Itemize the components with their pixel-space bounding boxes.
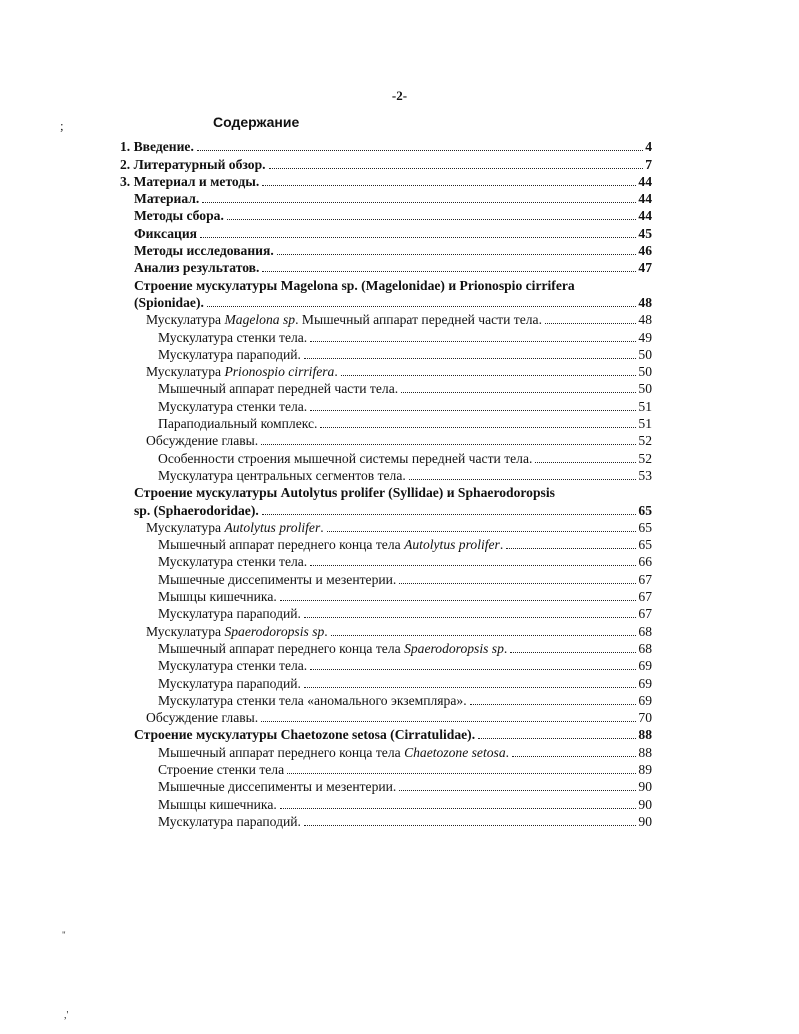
dot-leader <box>304 687 636 688</box>
toc-entry-title: Мускулатура стенки тела. <box>158 329 308 345</box>
toc-entry-title: Мускулатура Spaerodoropsis sp. <box>146 623 328 639</box>
toc-entry <box>120 726 652 743</box>
toc-page-number: 44 <box>638 208 652 224</box>
toc-entry <box>120 778 652 795</box>
toc-entry <box>120 242 652 259</box>
toc-entry-title: Строение мускулатуры Magelona sp. (Magelonidae) и Prionospio cirrifera <box>134 277 575 293</box>
dot-leader <box>262 271 636 272</box>
toc-page-number: 70 <box>638 710 652 726</box>
dot-leader <box>320 427 636 428</box>
dot-leader <box>310 410 636 411</box>
toc-entry-title: Мускулатура Autolytus prolifer. <box>146 519 324 535</box>
toc-entry-title: Мускулатура Magelona sp. Мышечный аппарат передней части тела. <box>146 312 542 328</box>
toc-page-number: 44 <box>638 173 652 189</box>
toc-page-number: 45 <box>638 225 652 241</box>
toc-entry <box>120 570 652 587</box>
dot-leader <box>310 565 636 566</box>
toc-entry <box>120 813 652 830</box>
dot-leader <box>197 150 643 151</box>
toc-page-number: 48 <box>638 312 652 328</box>
toc-entry <box>120 536 652 553</box>
scan-mark: ,' <box>64 1010 69 1021</box>
toc-entry <box>120 657 652 674</box>
toc-page-number: 65 <box>638 537 652 553</box>
toc-page-number: 48 <box>638 294 652 310</box>
toc-page-number: 67 <box>638 571 652 587</box>
toc-entry-title: Методы сбора. <box>134 208 224 224</box>
dot-leader <box>341 375 637 376</box>
toc-entry-title: Мускулатура стенки тела. <box>158 658 308 674</box>
dot-leader <box>262 185 636 186</box>
toc-entry <box>120 138 652 155</box>
toc-entry <box>120 553 652 570</box>
toc-entry <box>120 605 652 622</box>
toc-page-number: 49 <box>638 329 652 345</box>
table-of-contents <box>120 138 652 830</box>
dot-leader <box>310 669 636 670</box>
toc-entry <box>120 743 652 760</box>
toc-entry-title: Мышечный аппарат переднего конца тела Spaerodoropsis sp. <box>158 640 508 656</box>
toc-entry <box>120 173 652 190</box>
toc-page-number: 68 <box>638 623 652 639</box>
toc-entry-title: Мышечный аппарат переднего конца тела Autolytus prolifer. <box>158 537 504 553</box>
toc-page-number: 69 <box>638 675 652 691</box>
dot-leader <box>506 548 636 549</box>
dot-leader <box>401 392 636 393</box>
toc-entry-title-cont: (Spionidae). <box>134 294 204 310</box>
toc-entry-title: Мышечный аппарат передней части тела. <box>158 381 399 397</box>
toc-page-number: 68 <box>638 640 652 656</box>
toc-page-number: 46 <box>638 243 652 259</box>
toc-entry-title: Строение стенки тела <box>158 761 285 777</box>
dot-leader <box>304 825 636 826</box>
toc-entry-title: 2. Литературный обзор. <box>120 156 266 172</box>
dot-leader <box>510 652 636 653</box>
dot-leader <box>310 341 636 342</box>
toc-page-number: 47 <box>638 260 652 276</box>
toc-entry <box>120 415 652 432</box>
toc-entry-title: Мышцы кишечника. <box>158 589 277 605</box>
toc-entry-title: Параподиальный комплекс. <box>158 416 318 432</box>
toc-title: Содержание <box>213 114 300 130</box>
toc-entry-title: Строение мускулатуры Autolytus prolifer (Syllidae) и Sphaerodoropsis <box>134 485 555 501</box>
toc-entry-title: Строение мускулатуры Chaetozone setosa (Cirratulidae). <box>134 727 476 743</box>
toc-page-number: 50 <box>638 381 652 397</box>
toc-page-number: 52 <box>638 433 652 449</box>
dot-leader <box>262 514 637 515</box>
dot-leader <box>399 790 636 791</box>
dot-leader <box>470 704 637 705</box>
toc-page-number: 4 <box>645 139 652 155</box>
dot-leader <box>399 583 636 584</box>
dot-leader <box>331 635 637 636</box>
toc-page-number: 67 <box>638 589 652 605</box>
toc-entry <box>120 311 652 328</box>
toc-entry-title: Методы исследования. <box>134 243 274 259</box>
toc-entry <box>120 519 652 536</box>
dot-leader <box>269 168 644 169</box>
toc-entry-title: Мускулатура стенки тела. <box>158 554 308 570</box>
dot-leader <box>207 306 637 307</box>
dot-leader <box>261 721 636 722</box>
toc-entry-title: Фиксация <box>134 225 198 241</box>
scan-mark: " <box>62 930 66 940</box>
toc-entry-title: Мускулатура центральных сегментов тела. <box>158 467 406 483</box>
page-number: -2- <box>391 88 408 103</box>
toc-entry <box>120 397 652 414</box>
dot-leader <box>280 808 637 809</box>
toc-page-number: 90 <box>638 813 652 829</box>
toc-entry-title: Мускулатура стенки тела «аномального экземпляра». <box>158 692 467 708</box>
toc-page-number: 90 <box>638 779 652 795</box>
dot-leader <box>304 617 636 618</box>
toc-entry-title: Мускулатура параподий. <box>158 606 301 622</box>
toc-entry <box>120 380 652 397</box>
toc-entry-title: Мышечные диссепименты и мезентерии. <box>158 571 397 587</box>
toc-entry <box>120 346 652 363</box>
dot-leader <box>287 773 636 774</box>
toc-page-number: 52 <box>638 450 652 466</box>
dot-leader <box>535 462 636 463</box>
dot-leader <box>327 531 637 532</box>
dot-leader <box>478 738 636 739</box>
dot-leader <box>512 756 636 757</box>
toc-entry-title: Мускулатура параподий. <box>158 675 301 691</box>
toc-entry <box>120 259 652 276</box>
toc-page-number: 44 <box>638 191 652 207</box>
toc-entry <box>120 709 652 726</box>
toc-page-number: 65 <box>638 502 652 518</box>
toc-entry-title: Мышечный аппарат переднего конца тела Chaetozone setosa. <box>158 744 510 760</box>
toc-entry-continuation <box>120 294 652 311</box>
toc-entry-title: Обсуждение главы. <box>146 433 259 449</box>
toc-entry-title: Особенности строения мышечной системы передней части тела. <box>158 450 533 466</box>
toc-entry <box>120 761 652 778</box>
toc-page-number: 65 <box>638 519 652 535</box>
toc-page-number: 66 <box>638 554 652 570</box>
toc-entry <box>120 674 652 691</box>
toc-page-number: 89 <box>638 761 652 777</box>
toc-page-number: 88 <box>638 744 652 760</box>
toc-entry <box>120 588 652 605</box>
toc-page-number: 51 <box>638 398 652 414</box>
toc-entry <box>120 449 652 466</box>
dot-leader <box>277 254 637 255</box>
toc-entry <box>120 190 652 207</box>
toc-entry <box>120 432 652 449</box>
toc-entry <box>120 224 652 241</box>
toc-page-number: 50 <box>638 364 652 380</box>
toc-entry-title: Мускулатура параподий. <box>158 813 301 829</box>
toc-page-number: 69 <box>638 658 652 674</box>
toc-page-number: 69 <box>638 692 652 708</box>
toc-entry-title-cont: sp. (Sphaerodoridae). <box>134 502 259 518</box>
toc-entry <box>120 155 652 172</box>
dot-leader <box>227 219 637 220</box>
dot-leader <box>200 237 636 238</box>
toc-entry <box>120 328 652 345</box>
toc-entry-title: Обсуждение главы. <box>146 710 259 726</box>
dot-leader <box>545 323 636 324</box>
toc-entry <box>120 622 652 639</box>
toc-entry <box>120 207 652 224</box>
toc-entry <box>120 795 652 812</box>
toc-page-number: 90 <box>638 796 652 812</box>
toc-page-number: 88 <box>638 727 652 743</box>
toc-page-number: 51 <box>638 416 652 432</box>
toc-entry <box>120 484 652 501</box>
toc-entry <box>120 640 652 657</box>
toc-entry-title: 1. Введение. <box>120 139 194 155</box>
dot-leader <box>304 358 636 359</box>
toc-entry <box>120 276 652 293</box>
toc-entry-title: Мускулатура Prionospio cirrifera. <box>146 364 338 380</box>
dot-leader <box>202 202 636 203</box>
scan-mark: ; <box>60 118 64 133</box>
toc-entry-title: Мускулатура стенки тела. <box>158 398 308 414</box>
dot-leader <box>280 600 637 601</box>
toc-entry-title: Мускулатура параподий. <box>158 346 301 362</box>
toc-entry <box>120 363 652 380</box>
dot-leader <box>409 479 637 480</box>
toc-entry-title: 3. Материал и методы. <box>120 173 260 189</box>
toc-entry <box>120 692 652 709</box>
toc-entry <box>120 467 652 484</box>
toc-entry-title: Анализ результатов. <box>134 260 260 276</box>
dot-leader <box>261 444 636 445</box>
toc-entry-title: Мышцы кишечника. <box>158 796 277 812</box>
toc-page-number: 67 <box>638 606 652 622</box>
toc-entry-continuation <box>120 501 652 518</box>
toc-entry-title: Материал. <box>134 191 200 207</box>
toc-page-number: 50 <box>638 346 652 362</box>
toc-page-number: 53 <box>638 467 652 483</box>
toc-page-number: 7 <box>645 156 652 172</box>
toc-entry-title: Мышечные диссепименты и мезентерии. <box>158 779 397 795</box>
